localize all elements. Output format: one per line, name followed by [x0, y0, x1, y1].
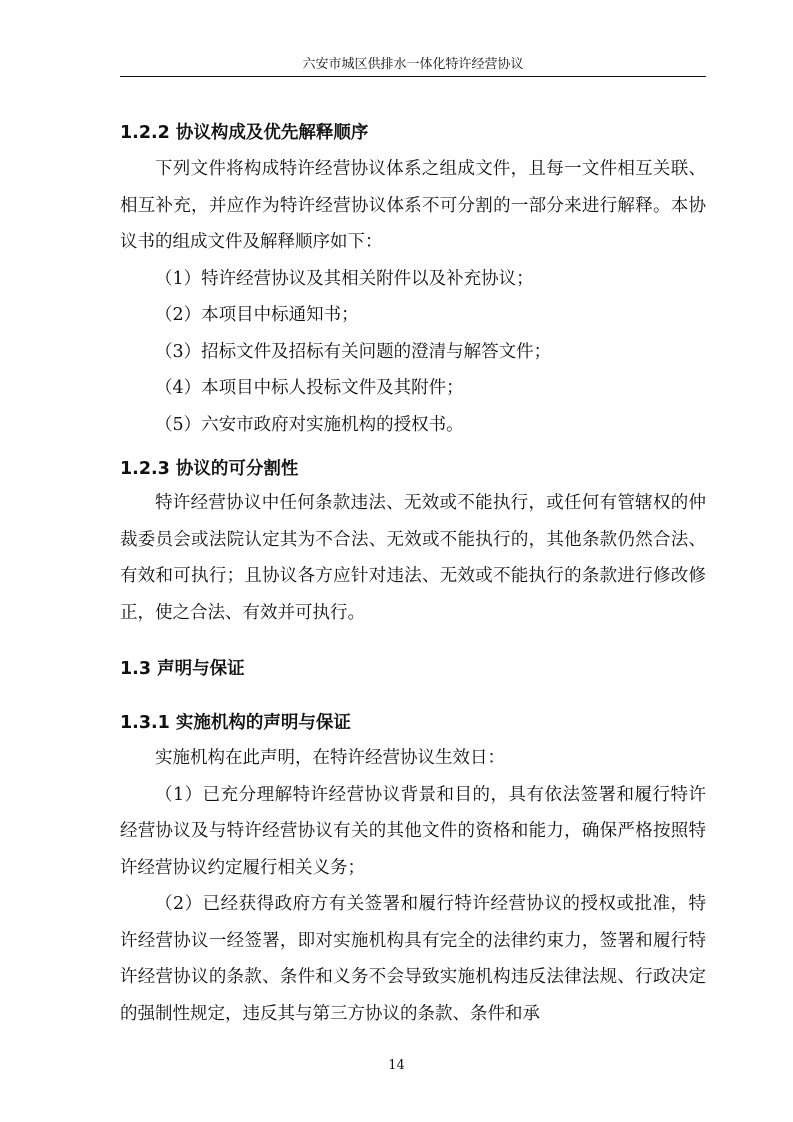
section-heading-1-2-2: 1.2.2 协议构成及优先解释顺序 — [120, 123, 369, 143]
section-body-1-2-3 — [120, 485, 706, 631]
section-heading-1-2-3: 1.2.3 协议的可分割性 — [120, 459, 299, 479]
list-item: （3）招标文件及招标有关问题的澄清与解答文件； — [155, 341, 552, 362]
section-1-2-3-paragraph: 特许经营协议中任何条款违法、无效或不能执行，或任何有管辖权的仲裁委员会或法院认定其为不合法、无效或不能执行的，其他条款仍然合法、有效和可执行；且协议各方应针对违法、无效或不能执行的条款进行修改修正，使之合法、有效并可执行。 — [120, 493, 706, 623]
running-header-title: 六安市城区供排水一体化特许经营协议 — [302, 57, 524, 72]
section-body-1-2-2 — [120, 151, 706, 443]
section-1-3-1-paragraph-2: （2）已经获得政府方有关签署和履行特许经营协议的授权或批准，特许经营协议一经签署，即对实施机构具有完全的法律约束力，签署和履行特许经营协议的条款、条件和义务不会导致实施机构违反法律法规、行政决定的强制性规定，违反其与第三方协议的条款、条件和承 — [120, 894, 706, 1024]
list-item: （1）特许经营协议及其相关附件以及补充协议； — [155, 268, 534, 289]
list-item: （5）六安市政府对实施机构的授权书。 — [155, 414, 464, 435]
header-rule — [120, 76, 706, 77]
list-item: （2）本项目中标通知书； — [155, 305, 359, 325]
section-1-2-2-intro: 下列文件将构成特许经营协议体系之组成文件，且每一文件相互关联、相互补充，并应作为特许经营协议体系不可分割的一部分来进行解释。本协议书的组成文件及解释顺序如下： — [120, 159, 706, 252]
page-number: 14 — [388, 1058, 405, 1073]
list-item: （4）本项目中标人投标文件及其附件； — [155, 378, 464, 398]
section-heading-1-3-1: 1.3.1 实施机构的声明与保证 — [120, 713, 351, 733]
section-1-3-1-intro: 实施机构在此声明，在特许经营协议生效日： — [155, 748, 505, 768]
section-1-3-1-paragraph-1: （1）已充分理解特许经营协议背景和目的，具有依法签署和履行特许经营协议及与特许经营协议有关的其他文件的资格和能力，确保严格按照特许经营协议约定履行相关义务； — [120, 784, 706, 878]
section-body-1-3-1 — [120, 740, 706, 1032]
section-heading-1-3: 1.3 声明与保证 — [120, 659, 245, 679]
